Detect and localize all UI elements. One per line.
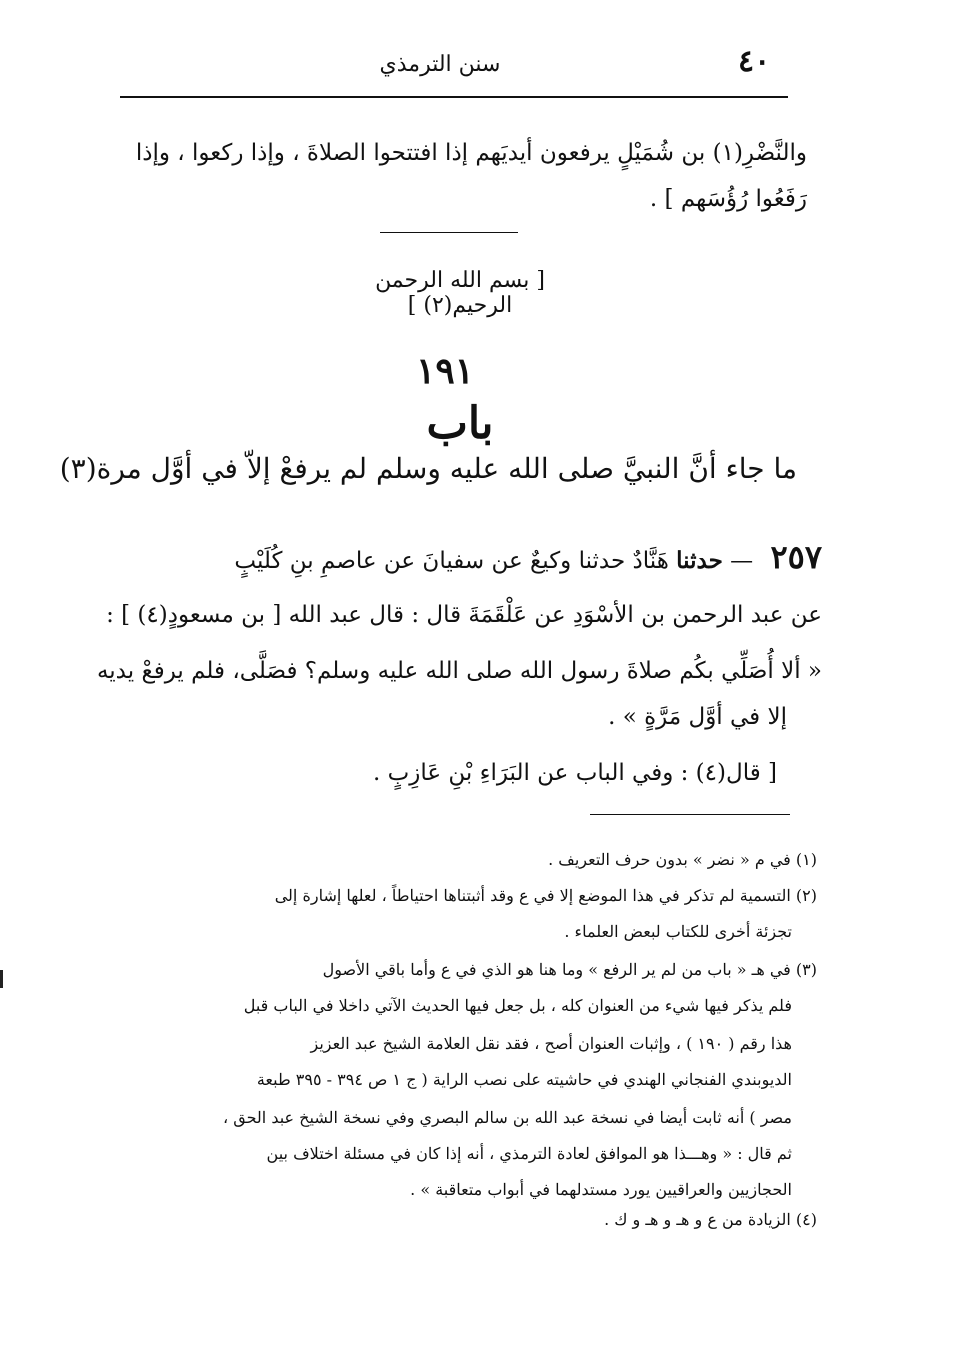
footnote-3-cont-1: فلم يذكر فيها شيء من العنوان كله ، بل جعل فيها الحديث الآتي داخلا في الباب قبل xyxy=(243,996,792,1015)
chapter-label: باب xyxy=(426,398,494,449)
footnote-3-cont-2: هذا رقم ( ١٩٠ ) ، وإثبات العنوان أصح ، فقد نقل العلامة الشيخ عبد العزيز xyxy=(310,1034,792,1053)
footnote-divider xyxy=(590,814,790,815)
footnote-3-cont-4: مصر ) أنه ثابت أيضا في نسخة عبد الله بن سالم البصري وفي نسخة الشيخ عبد الحق ، xyxy=(222,1108,792,1127)
section-divider xyxy=(380,232,518,233)
footnote-2-cont: تجزئة أخرى للكتاب لبعض العلماء . xyxy=(564,922,792,941)
intro-line-2: رَفَعُوا رُؤُسَهم ] . xyxy=(649,186,807,212)
hadith-line-1: ٢٥٧ — حدثنا هَنَّادٌ حدثنا وكيعٌ عن سفيانَ عن عاصمِ بنِ كُلَيْبٍ xyxy=(234,538,822,576)
hadith-number: ٢٥٧ xyxy=(770,538,822,576)
footnote-3-cont-5: ثم قال : « وهـــذا هو الموافق لعادة الترمذي ، أنه إذا كان في مسئلة اختلاف بين xyxy=(266,1144,792,1163)
footnote-2: (٢) التسمية لم تذكر في هذا الموضع إلا في ع وقد أثبتناها احتياطاً ، لعلها إشارة إلى xyxy=(274,886,817,905)
basmala: [ بسم الله الرحمن الرحيم(٢) ] xyxy=(375,268,545,318)
footnote-3-cont-3: الديوبندي الفنجاني الهندي في حاشيته على نصب الراية ( ج ١ ص ٣٩٤ - ٣٩٥ طبعة xyxy=(256,1070,792,1089)
footnote-3: (٣) في هـ « باب من لم ير الرفع » وما هنا هو الذي في ع وأما باقي الأصول xyxy=(322,960,817,979)
intro-line-1: والنَّضْرِ(١) بن شُمَيْلٍ يرفعون أيديَهم إذا افتتحوا الصلاةَ ، وإذا ركعوا ، وإذا xyxy=(135,140,807,166)
chapter-number: ١٩١ xyxy=(415,350,474,392)
hadith-line-2: عن عبد الرحمن بن الأسْوَدِ عن عَلْقَمَةَ قال : قال عبد الله [ بن مسعودٍ(٤) ] : xyxy=(106,602,822,628)
hadith-haddathana: حدثنا xyxy=(676,547,723,574)
header-divider xyxy=(120,96,788,98)
footnote-3-cont-6: الحجازيين والعراقيين يورد مستدلهما في أبواب متعاقبة » . xyxy=(410,1180,792,1199)
hadith-line-5: [ قال(٤) : وفي الباب عن البَرَاءِ بْنِ عَازِبٍ . xyxy=(372,760,777,786)
footnote-4: (٤) الزيادة من ع و هـ و هـ و ك . xyxy=(604,1210,817,1229)
hadith-line-1-rest: هَنَّادٌ حدثنا وكيعٌ عن سفيانَ عن عاصمِ بنِ كُلَيْبٍ xyxy=(234,548,669,574)
footnote-1: (١) في م « نضر » بدون حرف التعريف . xyxy=(548,850,817,869)
running-title: سنن الترمذي xyxy=(379,52,501,77)
scan-margin-mark xyxy=(0,970,3,988)
page-number: ٤٠ xyxy=(738,44,771,79)
chapter-title: ما جاء أنَّ النبيَّ صلى الله عليه وسلم لم يرفعْ إلاّ في أوَّل مرة(٣) xyxy=(59,452,797,485)
hadith-line-3: « ألا أُصَلِّي بكُم صلاةَ رسول الله صلى الله عليه وسلم؟ فصَلَّى، فلم يرفعْ يديه xyxy=(96,658,822,684)
hadith-line-4: إلا في أوَّل مَرَّةٍ » . xyxy=(608,704,787,730)
